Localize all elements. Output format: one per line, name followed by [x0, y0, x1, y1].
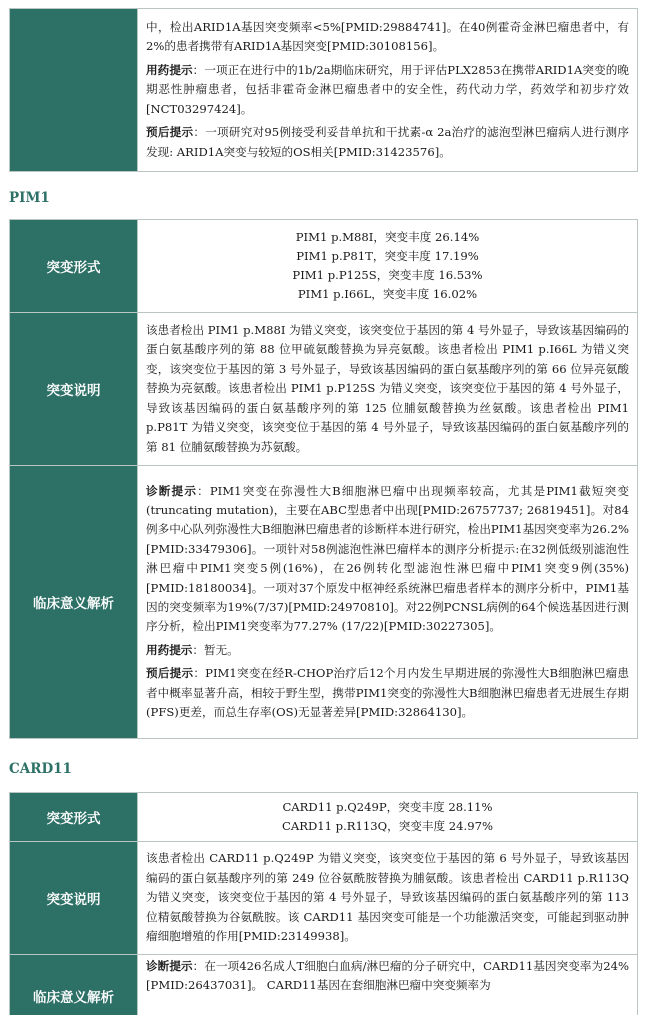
mutation-item: CARD11 p.R113Q，突变丰度 24.97% [281, 819, 494, 833]
arid1a-clinical-cell [138, 9, 638, 172]
mutation-item: CARD11 p.Q249P，突变丰度 28.11% [282, 799, 493, 814]
card11-desc-label: 突变说明 [10, 842, 138, 955]
arid1a-drug-hint: 用药提示：一项正在进行中的1b/2a期临床研究，用于评估PLX2853在携带ARID1A突变的晚期恶性肿瘤患者，包括非霍奇金淋巴瘤患者中的安全性，药代动力学，药效学和初步疗效[NCT03297424]。 [146, 62, 629, 116]
card11-desc-text: 该患者检出 CARD11 p.Q249P 为错义突变，该突变位于基因的第 6 号外显子，导致该基因编码的蛋白氨基酸序列的第 249 位谷氨酰胺替换为脯氨酸。该患者检出 CARD11 p.R113Q 为错义突变，该突变位于基因的第 4 号外显子，导致该基因编码的蛋白氨基酸序列的第 113 位精氨酸替换为谷氨酰胺。该 CARD11 基因突变可能是一个功能激活突变，可能起到驱动肿瘤细胞增殖的作用[PMID:23149938]。 [138, 842, 638, 955]
pim1-drug-hint: 用药提示：暂无。 [146, 642, 239, 657]
arid1a-prognosis-hint: 预后提示：一项研究对95例接受利妥昔单抗和干扰素-α 2a治疗的滤泡型淋巴瘤病人进行测序发现: ARID1A突变与较短的OS相关[PMID:31423576]。 [146, 125, 629, 159]
prognosis-hint-label: 预后提示 [146, 666, 194, 681]
arid1a-frequency-text: 中，检出ARID1A基因突变频率<5%[PMID:29884741]。在40例霍奇金淋巴瘤患者中，有2%的患者携带有ARID1A基因突变[PMID:30108156]。 [146, 20, 629, 54]
drug-hint-label: 用药提示 [146, 62, 193, 77]
pim1-mutation-list [138, 220, 638, 313]
card11-table [9, 792, 638, 1015]
card11-clinical-cell [138, 955, 638, 1015]
pim1-clinical-cell [138, 466, 638, 739]
card11-mutation-list [138, 793, 638, 842]
pim1-clinical-label: 临床意义解析 [10, 466, 138, 739]
gene-title-card11: CARD11 [9, 761, 72, 777]
mutation-item: PIM1 p.P125S，突变丰度 16.53% [292, 268, 483, 282]
mutation-item: PIM1 p.M88I，突变丰度 26.14% [295, 229, 480, 244]
drug-hint-label: 用药提示 [146, 642, 193, 657]
diagnosis-hint-label: 诊断提示 [146, 959, 193, 973]
gene-title-pim1: PIM1 [9, 190, 50, 206]
pim1-prognosis-hint: 预后提示：PIM1突变在经R-CHOP治疗后12个月内发生早期进展的弥漫性大B细胞淋巴瘤患者中概率显著升高，相较于野生型，携带PIM1突变的弥漫性大B细胞淋巴瘤患者无进展生存期(PFS)更差，而总生存率(OS)无显著差异[PMID:32864130]。 [146, 666, 629, 720]
prognosis-hint-label: 预后提示 [146, 125, 194, 140]
card11-mutation-label: 突变形式 [10, 793, 138, 842]
pim1-mutation-label: 突变形式 [10, 220, 138, 313]
card11-diagnosis-hint: 诊断提示：在一项426名成人T细胞白血病/淋巴瘤的分子研究中，CARD11基因突变率为24%[PMID:26437031]。 CARD11基因在套细胞淋巴瘤中突变频率为 [146, 959, 629, 993]
mutation-item: PIM1 p.I66L，突变丰度 16.02% [297, 287, 478, 302]
pim1-desc-text: 该患者检出 PIM1 p.M88I 为错义突变，该突变位于基因的第 4 号外显子，导致该基因编码的蛋白氨基酸序列的第 88 位甲硫氨酸替换为异亮氨酸。该患者检出 PIM1 p.I66L 为错义突变，该突变位于基因的第 3 号外显子，导致该基因编码的蛋白氨基酸序列的第 66 位异亮氨酸替换为亮氨酸。该患者检出 PIM1 p.P125S 为错义突变，该突变位于基因的第 4 号外显子，导致该基因编码的蛋白氨基酸序列的第 125 位脯氨酸替换为丝氨酸。该患者检出 PIM1 p.P81T 为错义突变，该突变位于基因的第 4 号外显子，导致该基因编码的蛋白氨基酸序列的第 81 位脯氨酸替换为苏氨酸。 [138, 313, 638, 466]
pim1-desc-label: 突变说明 [10, 313, 138, 466]
mutation-item: PIM1 p.P81T，突变丰度 17.19% [296, 248, 479, 263]
arid1a-table [9, 8, 638, 172]
pim1-diagnosis-hint: 诊断提示：PIM1突变在弥漫性大B细胞淋巴瘤中出现频率较高，尤其是PIM1截短突变(truncating mutation)，主要在ABC型患者中出现[PMID:26757737; 26819451]。对84例多中心队列弥漫性大B细胞淋巴瘤患者的诊断样本进行研究，检出PIM1基因突变率为26.2%[PMID:33479306]。一项针对58例滤泡性淋巴瘤样本的测序分析提示:在32例低级别滤泡性淋巴瘤中PIM1突变5例(16%)，在26例转化型滤泡性淋巴瘤中PIM1突变9例(35%)[PMID:18180034]。一项对37个原发中枢神经系统淋巴瘤患者样本的测序分析中，PIM1基因的突变频率为19%(7/37)[PMID:24970810]。对22例PCNSL病例的64个候选基因进行测序分析，检出PIM1突变率为77.27% (17/22)[PMID:30227305]。 [146, 483, 629, 634]
card11-clinical-label: 临床意义解析 [10, 955, 138, 1015]
arid1a-label-cell [10, 9, 138, 172]
diagnosis-hint-label: 诊断提示 [146, 483, 198, 498]
pim1-table [9, 219, 638, 739]
